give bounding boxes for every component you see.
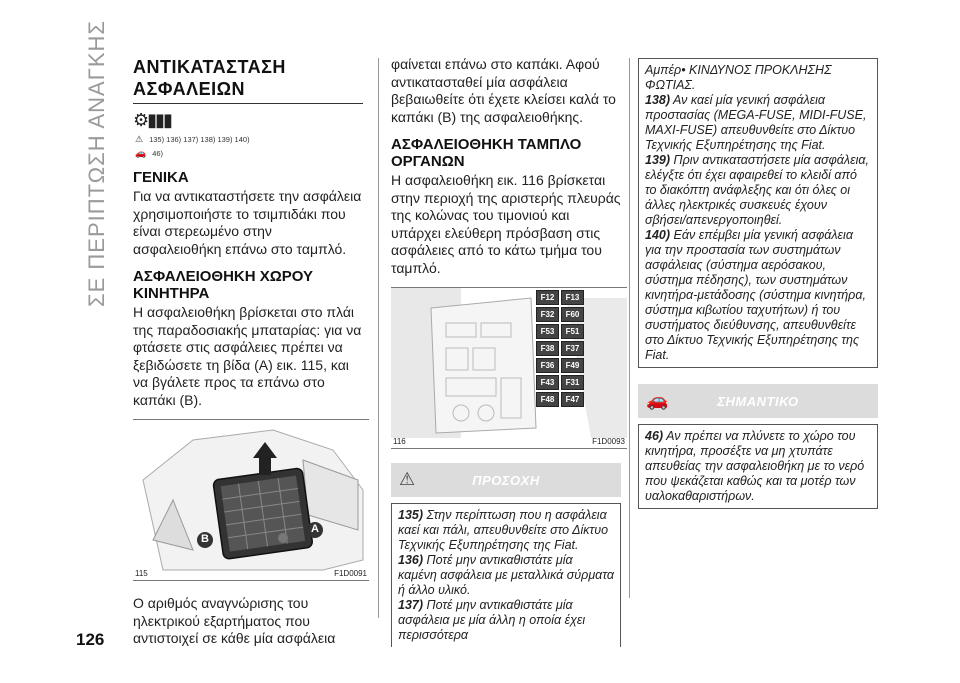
note-140: 140) Εάν επέμβει μία γενική ασφάλεια για την προστασία των συστημάτων ασφάλειας (σύστημα αερόσακου, σύστημα πέδησης), των συστημάτων κινητήρα-μετάδοσης (σύστημα κινητήρα, σύστημα κιβωτίου ταχυτήτων) ή του συστήματος διεύθυνσης, απευθυνθείτε στο Δίκτυο Τεχνικής Εξυπηρέτησης της Fiat. xyxy=(645,228,866,362)
figure-code: F1D0091 xyxy=(334,569,367,578)
title-rule xyxy=(133,103,363,104)
refs-list: 135) 136) 137) 138) 139) 140) xyxy=(149,135,250,144)
figure-116 xyxy=(391,287,627,449)
page-title-line2: ΑΣΦΑΛΕΙΩΝ xyxy=(133,79,246,99)
refs-row xyxy=(135,148,363,159)
fuse-label-grid xyxy=(536,290,584,409)
general-text: Για να αντικαταστήσετε την ασφάλεια χρησιμοποιήστε το τσιμπιδάκι που είναι στερεωμένο στην ασφαλειοθήκη επάνω στο ταμπλό. xyxy=(133,188,362,257)
fuse-label: F31 xyxy=(561,375,584,390)
fuse-label-row xyxy=(536,341,584,356)
cover-text: φαίνεται επάνω στο καπάκι. Αφού αντικατασταθεί μία ασφάλεια βεβαιωθείτε ότι έχετε κλείσει καλά το καπάκι (B) της ασφαλειοθήκης. xyxy=(391,56,616,125)
fuse-label-row xyxy=(536,290,584,305)
fuse-label: F60 xyxy=(561,307,584,322)
car-icon: 🚗 xyxy=(135,148,147,158)
fuse-label: F48 xyxy=(536,392,559,407)
important-note: 46) Αν πρέπει να πλύνετε το χώρο του κινητήρα, προσέξτε να μη χτυπάτε απευθείας την ασφαλειοθήκη με το νερό που ψεκάζεται καθώς και τα μοτέρ των υαλοκαθαριστήρων. xyxy=(638,424,878,509)
identification-text: Ο αριθμός αναγνώρισης του ηλεκτρικού εξαρτήματος που αντιστοιχεί σε κάθε μία ασφάλεια xyxy=(133,595,336,646)
caution-notes-continued xyxy=(638,58,878,368)
fuse-label: F51 xyxy=(561,324,584,339)
warning-icon: ⚠ xyxy=(399,469,416,489)
refs-row xyxy=(135,134,363,145)
important-banner xyxy=(638,384,878,418)
note-137-continued: Αμπέρ• ΚΙΝΔΥΝΟΣ ΠΡΟΚΛΗΣΗΣ ΦΩΤΙΑΣ. xyxy=(645,63,832,92)
fuse-label: F38 xyxy=(536,341,559,356)
column-3 xyxy=(638,58,878,509)
note-137: 137) Ποτέ μην αντικαθιστάτε μία ασφάλεια με μία άλλη η οποία έχει περισσότερα xyxy=(398,598,586,642)
dashboard-fusebox-illustration xyxy=(391,288,627,448)
chapter-title: ΣΕ ΠΕΡΙΠΤΩΣΗ ΑΝΑΓΚΗΣ xyxy=(84,20,109,308)
note-139: 139) Πριν αντικαταστήσετε μία ασφάλεια, ελέγξτε ότι έχει αφαιρεθεί το κλειδί από το διακόπτη ανάφλεξης και ότι όλες οι άλλες ηλεκτρικές συσκευές έχουν σβήσει/απενεργοποιηθεί. xyxy=(645,153,869,227)
fuse-label-row xyxy=(536,324,584,339)
figure-code: F1D0093 xyxy=(592,437,625,446)
fuse-label-row xyxy=(536,307,584,322)
engine-fusebox-illustration xyxy=(133,420,369,580)
fuse-label-row xyxy=(536,358,584,373)
fuse-label: F37 xyxy=(561,341,584,356)
fuse-label: F43 xyxy=(536,375,559,390)
car-icon: 🚗 xyxy=(646,390,669,410)
fuse-label: F53 xyxy=(536,324,559,339)
callout-a: A xyxy=(311,523,319,535)
caution-label: ΠΡΟΣΟΧΗ xyxy=(472,472,540,488)
fuse-label: F13 xyxy=(561,290,584,305)
caution-notes xyxy=(391,503,621,647)
figure-115 xyxy=(133,419,369,581)
fuse-label: F12 xyxy=(536,290,559,305)
engine-fusebox-heading: ΑΣΦΑΛΕΙΟΘΗΚΗ ΧΩΡΟΥ ΚΙΝΗΤΗΡΑ xyxy=(133,268,314,302)
column-2 xyxy=(391,56,625,647)
fuse-label: F36 xyxy=(536,358,559,373)
callout-b: B xyxy=(201,533,209,545)
figure-number: 116 xyxy=(393,437,406,446)
warning-icon: ⚠ xyxy=(135,134,144,144)
dashboard-fusebox-text: Η ασφαλειοθήκη εικ. 116 βρίσκεται στην περιοχή της αριστερής πλευράς της κολώνας του τιμονιού και υπάρχει ελεύθερη πρόσβαση στις ασφάλειες από το κάτω τμήμα του ταμπλό. xyxy=(391,172,621,276)
dashboard-fusebox-heading: ΑΣΦΑΛΕΙΟΘΗΚΗ ΤΑΜΠΛΟ ΟΡΓΑΝΩΝ xyxy=(391,136,582,170)
fuse-label: F47 xyxy=(561,392,584,407)
page-title-line1: ΑΝΤΙΚΑΤΑΣΤΑΣΗ xyxy=(133,57,286,77)
caution-banner xyxy=(391,463,621,497)
figure-number: 115 xyxy=(135,569,148,578)
fuse-label: F49 xyxy=(561,358,584,373)
general-heading: ΓΕΝΙΚΑ xyxy=(133,169,189,186)
column-divider xyxy=(629,58,630,598)
note-135: 135) Στην περίπτωση που η ασφάλεια καεί και πάλι, απευθυνθείτε στο Δίκτυο Τεχνικής Εξυπηρέτησης της Fiat. xyxy=(398,508,609,552)
tools-icon: ⚙︎▮▮▮ xyxy=(133,110,171,130)
fuse-label-row xyxy=(536,392,584,407)
column-1 xyxy=(133,56,367,658)
refs-list: 46) xyxy=(152,149,164,158)
fuse-label: F32 xyxy=(536,307,559,322)
important-label: ΣΗΜΑΝΤΙΚΟ xyxy=(717,393,799,409)
engine-fusebox-text: Η ασφαλειοθήκη βρίσκεται στο πλάι της παραδοσιακής μπαταρίας: για να φτάσετε στις ασφάλειες πρέπει να ξεβιδώσετε τη βίδα (A) εικ. 115, και να βγάλετε προς τα επάνω στο καπάκι (B). xyxy=(133,304,362,408)
note-138: 138) Αν καεί μία γενική ασφάλεια προστασίας (MEGA-FUSE, MIDI-FUSE, MAXI-FUSE) απευθυνθείτε στο Δίκτυο Τεχνικής Εξυπηρέτησης της Fiat. xyxy=(645,93,867,152)
page-number: 126 xyxy=(76,630,105,649)
column-divider xyxy=(378,58,379,618)
fuse-label-row xyxy=(536,375,584,390)
note-136: 136) Ποτέ μην αντικαθιστάτε μία καμένη ασφάλεια με μεταλλικά σύρματα ή άλλο υλικό. xyxy=(398,553,614,597)
